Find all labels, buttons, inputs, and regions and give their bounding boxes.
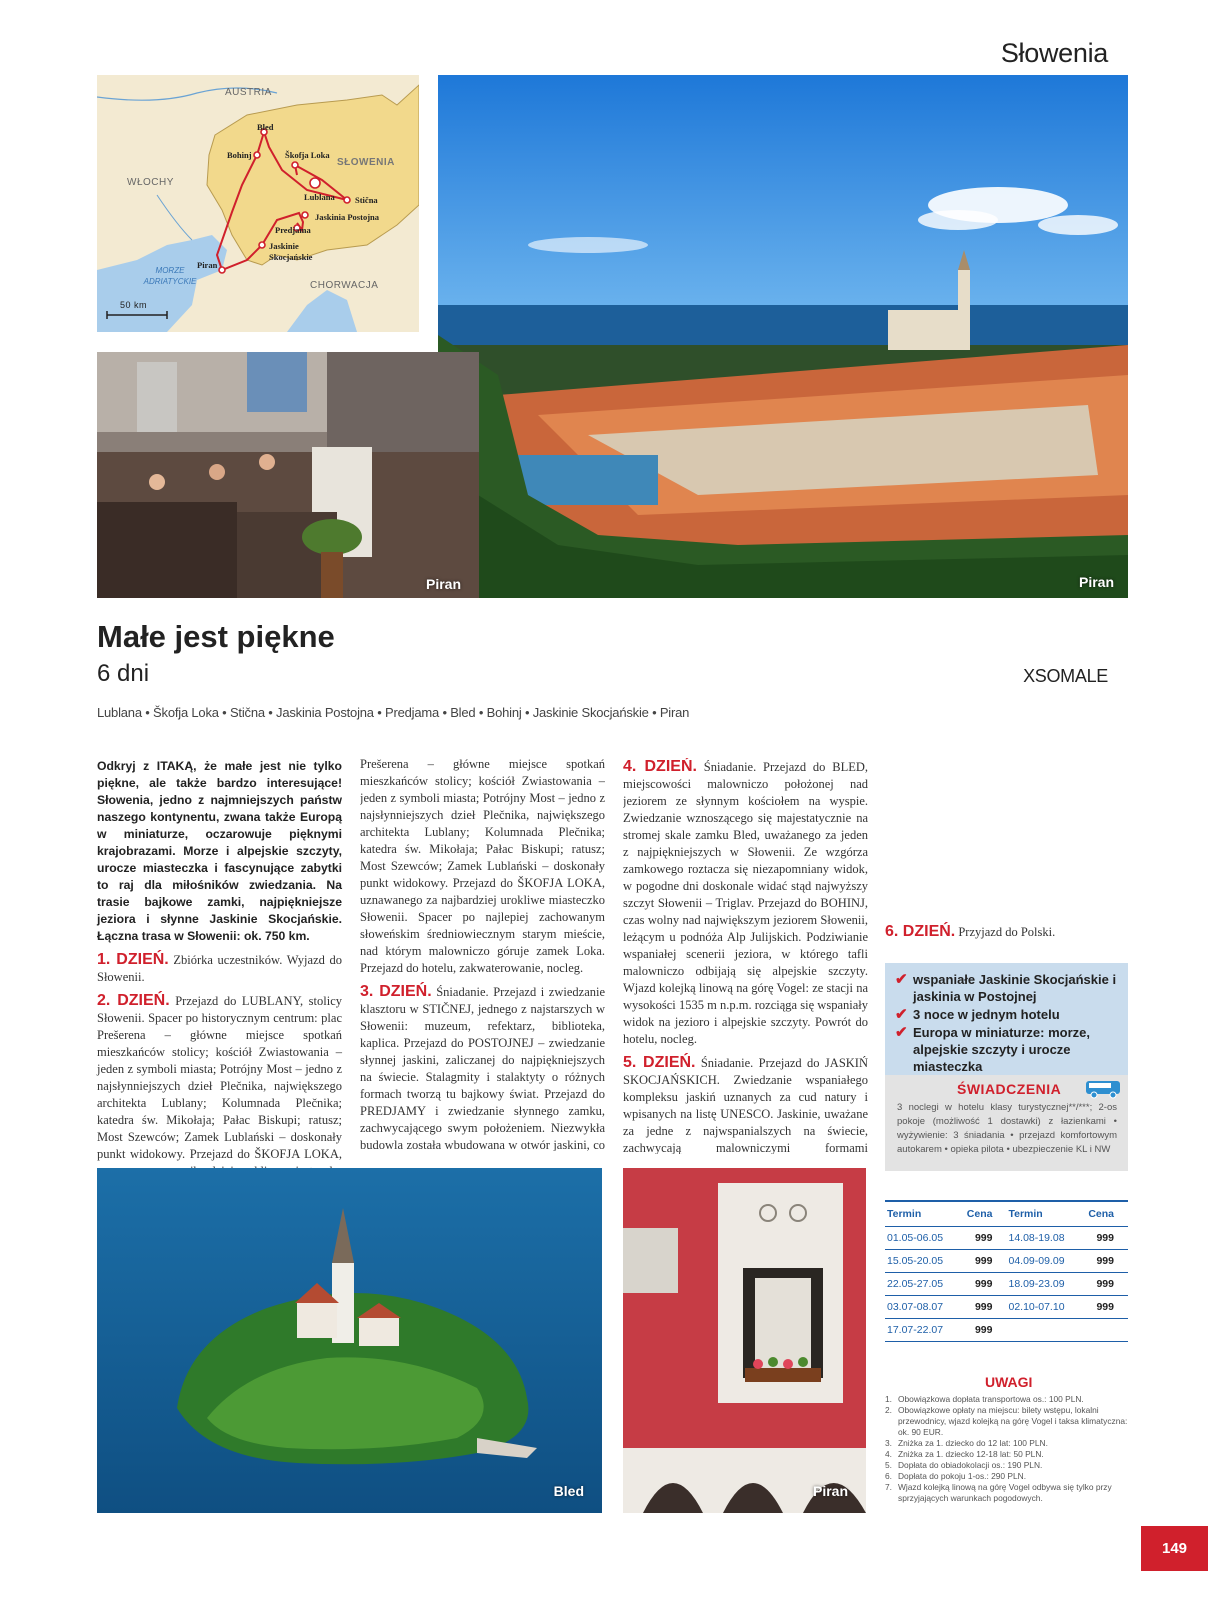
price-cell xyxy=(1077,1319,1128,1342)
swiadczenia-panel xyxy=(885,1075,1128,1171)
piran-cafe-photo xyxy=(97,352,479,598)
uwagi-number: 1. xyxy=(885,1394,892,1404)
highlights-box xyxy=(885,963,1128,1171)
uwagi-text: Dopłata do obiadokolacji os.: 190 PLN. xyxy=(898,1460,1043,1470)
price-cell: 999 xyxy=(956,1319,1007,1342)
map-city-lublana: Lublana xyxy=(304,192,335,202)
checkmark-icon: ✔ xyxy=(895,1006,908,1023)
uwagi-text: Dopłata do pokoju 1-os.: 290 PLN. xyxy=(898,1471,1027,1481)
swiadczenia-text: 3 noclegi w hotelu klasy turystycznej**/***; 2-os pokoje (możliwość 1 dostawki) z łazienkami • wyżywienie: 3 śniadania • przejazd komfortowym autokarem • opieka pilota • ubezpieczenie KL i NW xyxy=(897,1102,1117,1155)
uwagi-item xyxy=(885,1405,1128,1438)
piran-window-photo xyxy=(623,1168,866,1513)
header-cena: Cena xyxy=(1088,1208,1114,1220)
map-label-austria: AUSTRIA xyxy=(225,87,272,98)
map-label-croatia: CHORWACJA xyxy=(310,280,379,291)
day-6-label: 6. DZIEŃ. xyxy=(885,923,956,940)
day-5 xyxy=(623,1054,868,1154)
country-heading: Słowenia xyxy=(1000,38,1108,68)
price-cell: 999 xyxy=(1077,1250,1128,1273)
piran-panorama-caption: Piran xyxy=(1078,574,1114,590)
swiadczenia-title: ŚWIADCZENIA xyxy=(957,1081,1062,1097)
date-cell xyxy=(1006,1319,1077,1342)
date-cell: 22.05-27.05 xyxy=(885,1273,956,1296)
bus-icon xyxy=(1085,1079,1123,1099)
checkmark-icon: ✔ xyxy=(895,1024,908,1041)
tour-duration: 6 dni xyxy=(97,660,150,687)
price-cell: 999 xyxy=(956,1296,1007,1319)
table-row xyxy=(885,1227,1128,1250)
map-label-slovenia: SŁOWENIA xyxy=(337,157,395,168)
day-2-continued xyxy=(360,758,605,977)
uwagi-title: UWAGI xyxy=(985,1374,1033,1390)
day-5-label: 5. DZIEŃ. xyxy=(623,1054,696,1071)
day-3-label: 3. DZIEŃ. xyxy=(360,983,432,1000)
map-city-bled: Bled xyxy=(257,122,274,132)
uwagi-number: 6. xyxy=(885,1471,892,1481)
date-cell: 17.07-22.07 xyxy=(885,1319,956,1342)
date-cell: 14.08-19.08 xyxy=(1006,1227,1077,1250)
day-2-label: 2. DZIEŃ. xyxy=(97,992,170,1009)
tour-code: XSOMALE xyxy=(1023,666,1108,686)
header-termin: Termin xyxy=(887,1208,922,1220)
uwagi-text: Zniżka za 1. dziecko 12-18 lat: 50 PLN. xyxy=(898,1449,1044,1459)
price-cell: 999 xyxy=(1077,1227,1128,1250)
map-scale-label: 50 km xyxy=(120,300,148,310)
price-table-header xyxy=(885,1201,1128,1227)
piran-panorama-photo xyxy=(438,75,1128,598)
table-row xyxy=(885,1319,1128,1342)
column-2-clip xyxy=(360,758,605,1151)
day-5-text: Śniadanie. Przejazd do JASKIŃ SKOCJAŃSKICH. Zwiedzanie wspaniałego kompleksu jaskiń uznanych za cud natury i wpisanych na listę UNESCO. Jaskinie, uważane za jedne z najwspanialszych na świecie, zachwycają malowniczymi formami xyxy=(623,1056,868,1154)
day-2-text: Przejazd do LUBLANY, stolicy Słowenii. Spacer po historycznym centrum: plac Prešerena – główne miejsce spotkań mieszkańców stolicy; kościół Zwiastowania – jeden z symboli miasta; Potrójny Most – jedno z najsłynniejszych dzieł Plečnika, największego architekta Lublany; Kolumnada Plečnika; katedra św. Mikołaja; Pałac Biskupi; ratusz; Most Szewców; Zamek Lublański – doskonały punkt widokowy. Przejazd do ŠKOFJA LOKA, xyxy=(97,994,343,1161)
highlight-text: 3 noce w jednym hotelu xyxy=(913,1007,1060,1022)
tour-route: Lublana • Škofja Loka • Stična • Jaskinia Postojna • Predjama • Bled • Bohinj • Jaskinie Skocjańskie • Piran xyxy=(97,705,690,720)
date-cell: 15.05-20.05 xyxy=(885,1250,956,1273)
uwagi-number: 4. xyxy=(885,1449,892,1459)
table-row xyxy=(885,1273,1128,1296)
day-4-text: Śniadanie. Przejazd do BLED, miejscowości malowniczo położonej nad jeziorem ze słynnym kościołem na wyspie. Zwiedzanie wznoszącego się majestatycznie na stromej skale zamku Bled, uważanego za jeden z najpiękniejszych w Słowenii. Ze wzgórza zamkowego roztacza się niezapomniany widok, w pogodne dni doskonale widać stąd najwyższy szczyt Słowenii – Triglav. Przejazd do BOHINJ, czas wolny nad największym jeziorem Słowenii, leżącym u podnóża Alp Julijskich. Podziwianie wspaniałej scenerii jeziora, w którego tafli malowniczo odbijają się alpejskie szczyty. Wjazd kolejką linową na górę Vogel: ze stacji na wysokości 1535 m n.p.m. rozciąga się wspaniały widok na jezioro i alpejskie szczyty. Powrót do hotelu, nocleg. xyxy=(623,760,868,1046)
uwagi-item xyxy=(885,1471,1128,1482)
uwagi-item xyxy=(885,1460,1128,1471)
map-city-bohinj: Bohinj xyxy=(227,150,252,160)
day-2-text-continued: Prešerena – główne miejsce spotkań mieszkańców stolicy; kościół Zwiastowania – jeden z symboli miasta; Potrójny Most – jedno z najsłynniejszych dzieł Plečnika, największego architekta Lublany; Kolumnada Plečnika; katedra św. Mikołaja; Pałac Biskupi; ratusz; Most Szewców; Zamek Lublański – doskonały punkt widokowy. Przejazd do ŠKOFJA LOKA, uznawanego za najbardziej urokliwe miasteczko Słowenii. Spacer po najlepiej zachowanym słoweńskim średniowiecznym starym mieście, nad którym malowniczo góruje zamek Loka. Przejazd do hotelu, zakwaterowanie, nocleg. xyxy=(360,758,605,975)
price-cell: 999 xyxy=(1077,1273,1128,1296)
uwagi-number: 2. xyxy=(885,1405,892,1415)
highlight-item xyxy=(895,971,1120,1005)
map-label-italy: WŁOCHY xyxy=(127,177,174,188)
map-city-postojna: Jaskinia Postojna xyxy=(315,212,379,222)
highlights-list xyxy=(885,963,1128,1075)
price-cell: 999 xyxy=(956,1273,1007,1296)
day-1-label: 1. DZIEŃ. xyxy=(97,951,169,968)
intro-text: Odkryj z ITAKĄ, że małe jest nie tylko piękne, ale także bardzo interesujące! Słowenia, jedno z najmniejszych państw naszego kontynentu, zwana także Europą w miniaturze, oczarowuje pięknymi krajobrazami. Morze i alpejskie szczyty, urocze miasteczka i fascynujące zabytki to raj dla miłośników zwiedzania. Na trasie bajkowe zamki, najpiękniejsze jeziora i słynne Jaskinie Skocjańskie. Łączna trasa w Słowenii: ok. 750 km. xyxy=(97,759,342,943)
uwagi-text: Zniżka za 1. dziecko do 12 lat: 100 PLN. xyxy=(898,1438,1048,1448)
date-cell: 01.05-06.05 xyxy=(885,1227,956,1250)
header-cena: Cena xyxy=(966,1208,993,1220)
column-3 xyxy=(623,758,868,1154)
table-row xyxy=(885,1296,1128,1319)
uwagi-text: Obowiązkowe opłaty na miejscu: bilety wstępu, lokalni przewodnicy, wjazd kolejką na górę Vogel i taksa klimatyczna: ok. 90 EUR. xyxy=(898,1405,1128,1437)
day-3-text: Śniadanie. Przejazd i zwiedzanie klasztoru w STIČNEJ, jednego z najstarszych w Słowenii: muzeum, refektarz, biblioteka, kaplica. Przejazd do POSTOJNEJ – zwiedzanie słynnej jaskini, zaliczanej do najpiękniejszych na świecie. Stalagmity i stalaktyty o różnych formach tworzą tu bajkowy świat. Przejazd do PREDJAMY i zwiedzanie słynnego zamku, zachwycającego swym położeniem. Niezwykła budowla została wbudowana w otwór jaskini, co xyxy=(360,985,605,1151)
table-row xyxy=(885,1250,1128,1273)
tour-title: Małe jest piękne xyxy=(97,619,335,654)
day-3 xyxy=(360,983,605,1151)
uwagi-number: 3. xyxy=(885,1438,892,1448)
day-1-text: Zbiórka uczestników. Wyjazd do Słowenii. xyxy=(97,953,342,984)
date-cell: 02.10-07.10 xyxy=(1006,1296,1077,1319)
map-city-sticna: Stična xyxy=(355,195,378,205)
uwagi-number: 5. xyxy=(885,1460,892,1470)
highlight-text: Europa w miniaturze: morze, alpejskie szczyty i urocze miasteczka xyxy=(913,1025,1090,1074)
date-cell: 03.07-08.07 xyxy=(885,1296,956,1319)
map-label-sea: MORZE ADRIATYCKIE xyxy=(143,266,197,286)
page-number: 149 xyxy=(1141,1526,1208,1571)
highlight-item xyxy=(895,1006,1120,1023)
uwagi-item xyxy=(885,1438,1128,1449)
day-6-text: Przyjazd do Polski. xyxy=(958,925,1056,939)
highlight-item xyxy=(895,1024,1120,1075)
day-6 xyxy=(885,923,1128,941)
column-4 xyxy=(885,758,1128,958)
bled-caption: Bled xyxy=(553,1483,584,1499)
price-cell: 999 xyxy=(956,1250,1007,1273)
map-city-predjama: Predjama xyxy=(275,225,311,235)
uwagi-number: 7. xyxy=(885,1482,892,1492)
uwagi-text: Wjazd kolejką linową na górę Vogel odbywa się tylko przy sprzyjających warunkach pogodowych. xyxy=(898,1482,1112,1503)
date-cell: 04.09-09.09 xyxy=(1006,1250,1077,1273)
uwagi-text: Obowiązkowa dopłata transportowa os.: 100 PLN. xyxy=(898,1394,1084,1404)
piran-cafe-caption: Piran xyxy=(425,576,461,592)
uwagi-item xyxy=(885,1482,1128,1504)
day-1 xyxy=(97,951,342,986)
map-city-skofja-loka: Škofja Loka xyxy=(285,150,330,160)
header-termin: Termin xyxy=(1008,1208,1043,1220)
day-4 xyxy=(623,758,868,1048)
price-cell: 999 xyxy=(956,1227,1007,1250)
map-city-piran: Piran xyxy=(197,260,218,270)
uwagi-list xyxy=(885,1394,1128,1504)
column-2 xyxy=(360,758,605,1151)
route-map xyxy=(97,75,419,332)
highlight-text: wspaniałe Jaskinie Skocjańskie i jaskinia w Postojnej xyxy=(913,972,1117,1004)
price-table xyxy=(885,1200,1128,1342)
bled-island-photo xyxy=(97,1168,602,1513)
price-cell: 999 xyxy=(1077,1296,1128,1319)
uwagi-item xyxy=(885,1449,1128,1460)
uwagi-item xyxy=(885,1394,1128,1405)
day-4-label: 4. DZIEŃ. xyxy=(623,758,697,775)
date-cell: 18.09-23.09 xyxy=(1006,1273,1077,1296)
checkmark-icon: ✔ xyxy=(895,971,908,988)
map-city-skocjan: Jaskinie Skocjańskie xyxy=(269,241,313,262)
piran-window-caption: Piran xyxy=(812,1483,848,1499)
